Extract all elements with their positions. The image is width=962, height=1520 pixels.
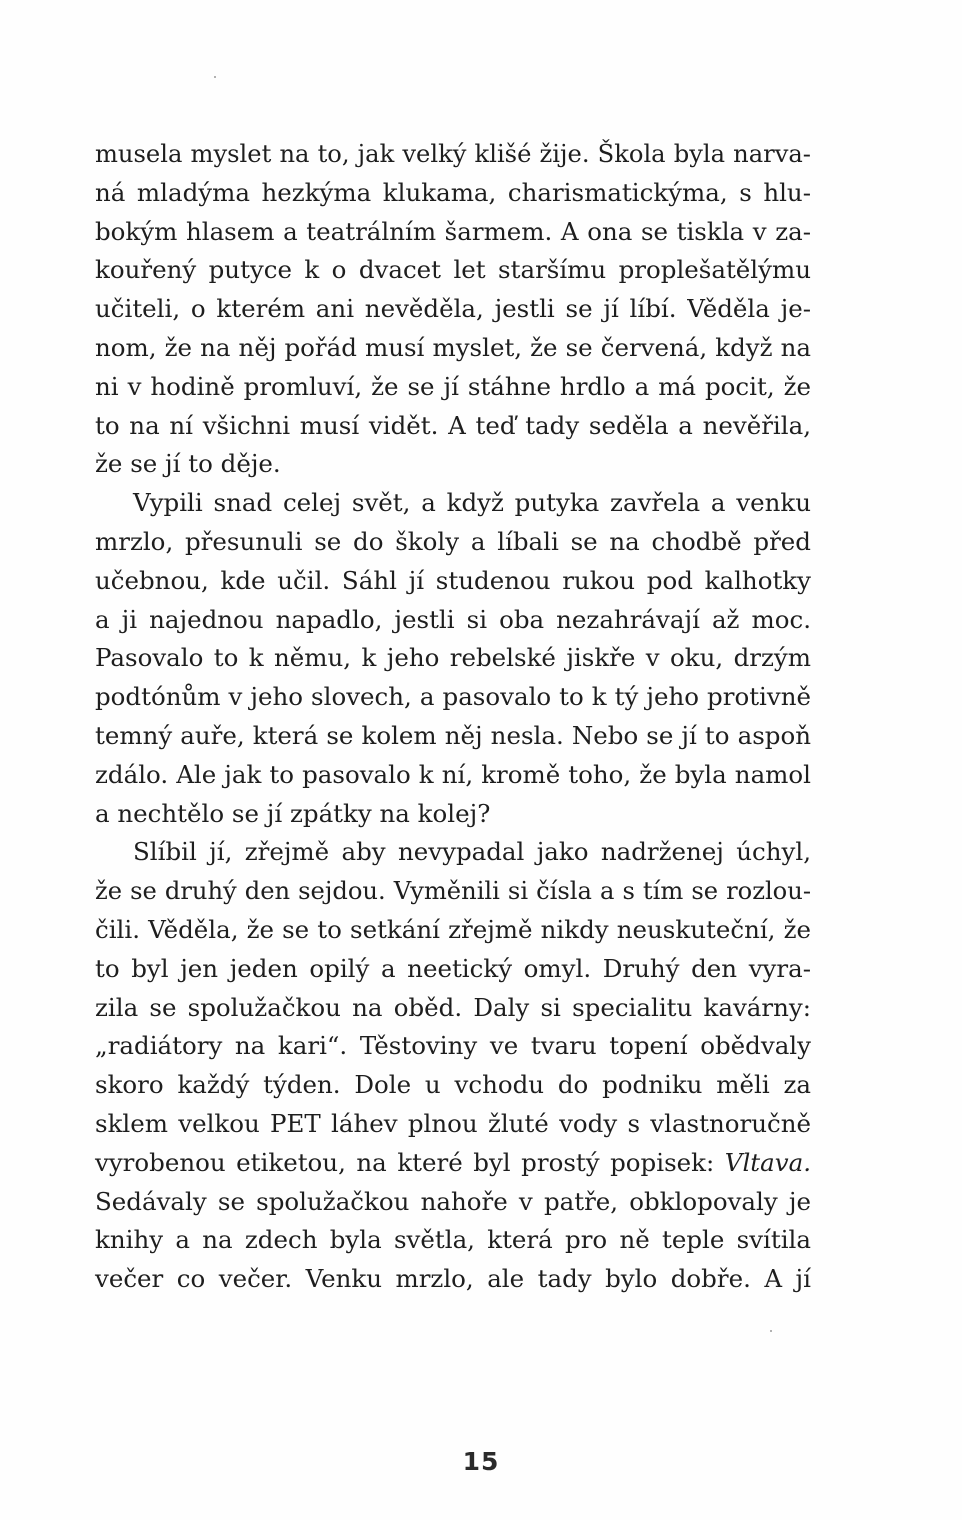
scan-speck <box>770 1330 772 1332</box>
text-line: učiteli, o kterém ani nevěděla, jestli se jí líbí. Věděla je- <box>95 294 811 324</box>
text-line: ni v hodině promluví, že se jí stáhne hrdlo a má pocit, že <box>95 371 811 401</box>
text-line: to byl jen jeden opilý a neetický omyl. Druhý den vyra- <box>95 953 811 983</box>
text-line: ná mladýma hezkýma klukama, charismatickýma, s hlu- <box>95 177 811 207</box>
text-line: učebnou, kde učil. Sáhl jí studenou rukou pod kalhotky <box>95 565 811 595</box>
text-segment: vyrobenou etiketou, na které byl prostý popisek: <box>95 1147 725 1177</box>
text-line: knihy a na zdech byla světla, která pro ně teple svítila <box>95 1225 811 1255</box>
text-line: sklem velkou PET láhev plnou žluté vody s vlastnoručně <box>95 1108 811 1138</box>
text-line: čili. Věděla, že se to setkání zřejmě nikdy neuskuteční, že <box>95 914 811 944</box>
text-line: Pasovalo to k němu, k jeho rebelské jiskře v oku, drzým <box>95 643 811 673</box>
text-line: kouřený putyce k o dvacet let staršímu proplešatělýmu <box>95 255 811 285</box>
text-line: Sedávaly se spolužačkou nahoře v patře, obklopovaly je <box>95 1186 811 1216</box>
scan-speck <box>214 76 216 78</box>
body-text <box>95 135 811 1299</box>
text-line: podtónům v jeho slovech, a pasovalo to k tý jeho protivně <box>95 682 811 712</box>
text-line: „radiátory na kari“. Těstoviny ve tvaru topení obědvaly <box>95 1031 811 1061</box>
text-line: že se jí to děje. <box>95 449 281 479</box>
page-number: 15 <box>462 1447 500 1476</box>
text-line: temný auře, která se kolem něj nesla. Nebo se jí to aspoň <box>95 720 811 750</box>
text-line: zdálo. Ale jak to pasovalo k ní, kromě toho, že byla namol <box>95 759 811 789</box>
text-line: Slíbil jí, zřejmě aby nevypadal jako nadrženej úchyl, <box>133 837 811 867</box>
text-line: mrzlo, přesunuli se do školy a líbali se na chodbě před <box>95 526 811 556</box>
text-line-with-italic <box>95 1144 811 1183</box>
text-line: bokým hlasem a teatrálním šarmem. A ona se tiskla v za- <box>95 216 811 246</box>
text-line: zila se spolužačkou na oběd. Daly si specialitu kavárny: <box>95 992 811 1022</box>
text-line: Vypili snad celej svět, a když putyka zavřela a venku <box>133 488 811 518</box>
text-line: že se druhý den sejdou. Vyměnili si čísla a s tím se rozlou- <box>95 877 811 906</box>
text-line: nom, že na něj pořád musí myslet, že se červená, když na <box>95 332 811 362</box>
text-line: to na ní všichni musí vidět. A teď tady seděla a nevěřila, <box>95 410 811 440</box>
text-line: večer co večer. Venku mrzlo, ale tady bylo dobře. A jí <box>95 1264 811 1294</box>
text-line: musela myslet na to, jak velký klišé žije. Škola byla narva- <box>95 140 811 168</box>
text-line: a nechtělo se jí zpátky na kolej? <box>95 798 491 828</box>
italic-word: Vltava. <box>724 1147 811 1177</box>
text-line: skoro každý týden. Dole u vchodu do podniku měli za <box>95 1070 811 1100</box>
text-line: a ji najednou napadlo, jestli si oba nezahrávají až moc. <box>95 604 811 634</box>
